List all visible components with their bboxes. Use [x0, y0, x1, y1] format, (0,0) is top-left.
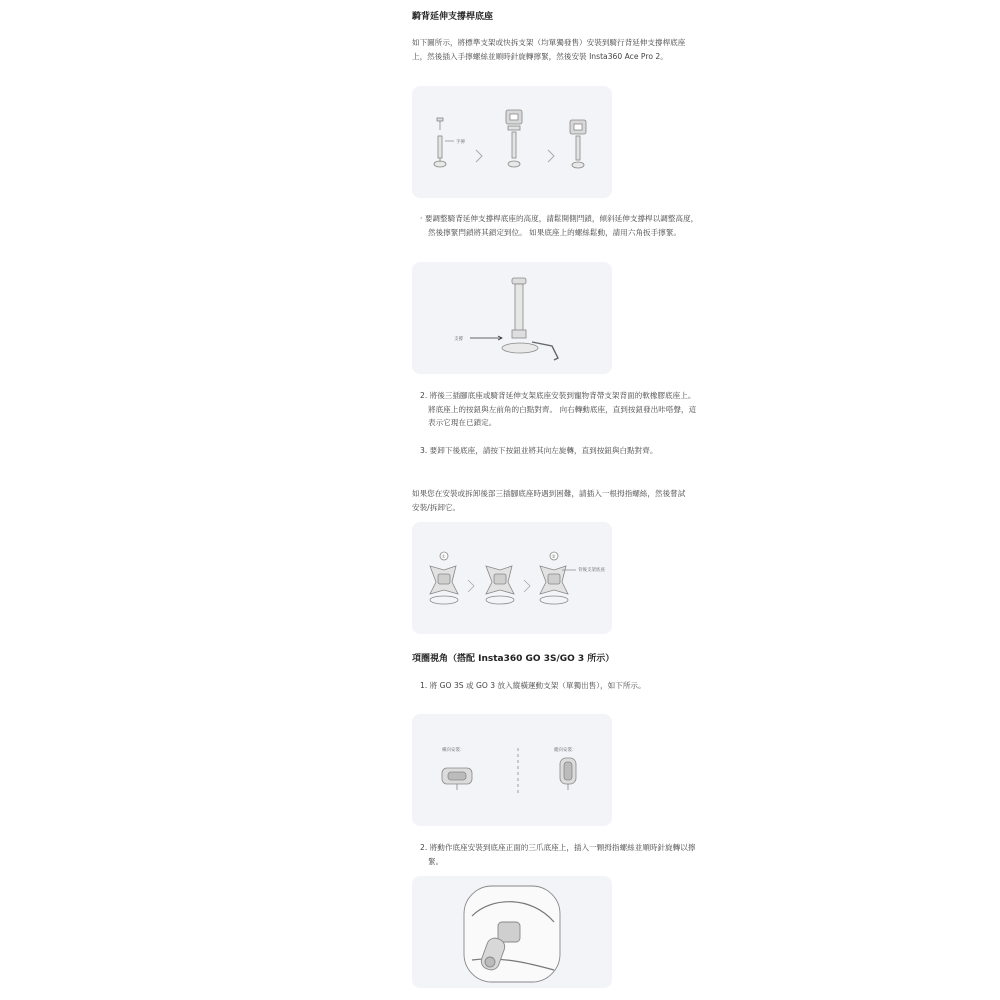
collar-step-2: 2. 將動作底座安裝到底座正面的三爪底座上，插入一顆拇指螺絲並順時針旋轉以擰緊。	[420, 843, 696, 866]
figure-collar-attach	[412, 876, 612, 988]
fig2-label: 支撐	[454, 337, 463, 342]
fig3-label: 背後支架底座	[578, 568, 605, 573]
collar-step-1: 1. 將 GO 3S 或 GO 3 放入縱橫運動支架（單獨出售），如下所示。	[420, 681, 646, 690]
collar-attach-illustration	[412, 876, 612, 988]
difficulty-note: 如果您在安裝或拆卸後部三插腳底座時遇到困難，請插入一根拇指螺絲，然後嘗試安裝/拆卸它。	[412, 489, 686, 512]
go3-mounting-illustration	[412, 714, 612, 826]
fig3-step2: ②	[551, 555, 556, 560]
adjust-height-note: · 要調整騎背延伸支撐桿底座的高度，請鬆開側閂鎖，傾斜延伸支撐桿以調整高度，然後擰緊閂鎖將其鎖定到位。 如果底座上的螺絲鬆動，請用六角扳手擰緊。	[420, 214, 699, 237]
fig4-right-label: 縱向安裝：	[554, 748, 577, 753]
step-2-paragraph: 2. 將後三插腳底座或騎背延伸支架底座安裝到寵物背帶支架背面的軟橡膠底座上。 將底座上的按鈕與左前角的白點對齊。 向右轉動底座，直到按鈕發出咔嗒聲，這表示它現在已鎖定。	[420, 391, 697, 427]
figure-go3-mounting	[412, 714, 612, 826]
section-title-collar-view: 項圈視角（搭配 Insta360 GO 3S/GO 3 所示）	[412, 654, 615, 664]
height-adjust-illustration	[412, 262, 612, 374]
fig3-step1: ①	[441, 555, 446, 560]
fig1-label: 手擰	[456, 140, 465, 145]
fig4-left-label: 橫向安裝：	[442, 748, 465, 753]
figure-mount-steps	[412, 86, 612, 198]
section-title-back-extension: 騎背延伸支撐桿底座	[412, 12, 494, 22]
step-3-paragraph: 3. 要卸下後底座，請按下按鈕並將其向左旋轉，直到按鈕與白點對齊。	[420, 446, 658, 455]
intro-paragraph: 如下圖所示，將標準支架或快拆支架（均單獨發售）安裝到騎行背延伸支撐桿底座上，然後插入手擰螺絲並順時針旋轉擰緊，然後安裝 Insta360 Ace Pro 2。	[412, 38, 686, 61]
figure-height-adjust	[412, 262, 612, 374]
figure-rear-mount	[412, 522, 612, 634]
rear-mount-illustration	[412, 522, 612, 634]
mount-steps-illustration	[412, 86, 612, 198]
